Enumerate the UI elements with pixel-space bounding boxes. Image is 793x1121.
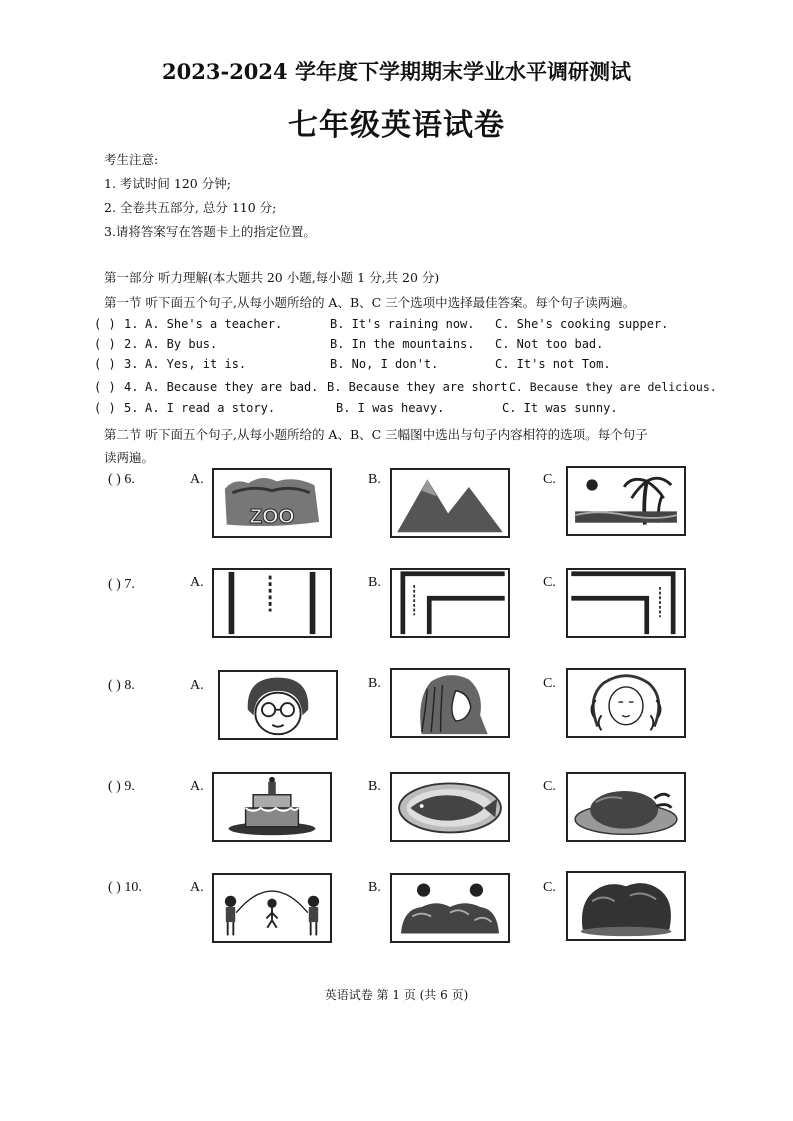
option-c-label: C.	[543, 472, 556, 487]
question-number: 4.	[124, 380, 139, 394]
section2-instruction-cont: 读两遍。	[104, 450, 155, 465]
option-b-label: B.	[368, 779, 381, 794]
trees-picture[interactable]	[566, 871, 686, 941]
option-a-label: A.	[190, 472, 204, 487]
long-straight-hair-picture[interactable]	[390, 668, 510, 738]
option-a: A. I read a story.	[145, 401, 276, 415]
zoo-sign-text: ZOO	[249, 504, 295, 528]
option-c: C. It was sunny.	[502, 401, 618, 415]
note-item-3: 3.请将答案写在答题卡上的指定位置。	[104, 224, 316, 239]
option-b-label: B.	[368, 880, 381, 895]
option-a-label: A.	[190, 779, 204, 794]
mountains-picture[interactable]	[390, 468, 510, 538]
option-a: A. Because they are bad.	[145, 380, 319, 394]
pic-question-9[interactable]: ( ) 9.	[108, 779, 135, 794]
option-c-label: C.	[543, 575, 556, 590]
option-c: C. It's not Tom.	[495, 357, 611, 371]
option-a: A. By bus.	[145, 337, 218, 351]
beach-picture[interactable]	[566, 466, 686, 536]
part1-heading: 第一部分 听力理解(本大题共 20 小题,每小题 1 分,共 20 分)	[104, 270, 440, 285]
turn-right-picture[interactable]	[566, 568, 686, 638]
pic-question-8[interactable]: ( ) 8.	[108, 678, 135, 693]
note-item-1: 1. 考试时间 120 分钟;	[104, 176, 231, 191]
short-hair-glasses-picture[interactable]	[218, 670, 338, 740]
option-a-label: A.	[190, 575, 204, 590]
option-c-label: C.	[543, 779, 556, 794]
page-footer: 英语试卷 第 1 页 (共 6 页)	[324, 988, 469, 1002]
option-c-label: C.	[543, 880, 556, 895]
option-b: B. In the mountains.	[330, 337, 475, 351]
chicken-picture[interactable]	[566, 772, 686, 842]
option-b-label: B.	[368, 676, 381, 691]
option-b: B. No, I don't.	[330, 357, 439, 371]
notes-heading: 考生注意:	[104, 152, 159, 167]
curly-hair-picture[interactable]	[566, 668, 686, 738]
pic-question-6[interactable]: ( ) 6.	[108, 472, 135, 487]
option-b-label: B.	[368, 575, 381, 590]
answer-paren[interactable]: ( )	[94, 337, 116, 351]
option-c: C. Because they are delicious.	[509, 380, 717, 394]
fish-picture[interactable]	[390, 772, 510, 842]
option-c-label: C.	[543, 676, 556, 691]
option-b: B. I was heavy.	[336, 401, 445, 415]
question-number: 2.	[124, 337, 139, 351]
option-a-label: A.	[190, 678, 204, 693]
pic-question-7[interactable]: ( ) 7.	[108, 577, 135, 592]
answer-paren[interactable]: ( )	[94, 357, 116, 371]
question-number: 1.	[124, 317, 139, 331]
option-c: C. Not too bad.	[495, 337, 604, 351]
answer-paren[interactable]: ( )	[94, 317, 116, 331]
jump-rope-picture[interactable]	[212, 873, 332, 943]
option-b: B. Because they are short.	[327, 380, 515, 394]
section1-instruction: 第一节 听下面五个句子,从每小题所给的 A、B、C 三个选项中选择最佳答案。每个句子读两遍。	[104, 295, 636, 310]
zoo-picture[interactable]	[212, 468, 332, 538]
option-a: A. Yes, it is.	[145, 357, 247, 371]
question-number: 3.	[124, 357, 139, 371]
section2-instruction: 第二节 听下面五个句子,从每小题所给的 A、B、C 三幅图中选出与句子内容相符的选项。每个句子	[104, 427, 648, 442]
turn-left-picture[interactable]	[390, 568, 510, 638]
planting-trees-picture[interactable]	[390, 873, 510, 943]
option-b: B. It's raining now.	[330, 317, 475, 331]
exam-subtitle: 七年级英语试卷	[288, 108, 505, 143]
option-c: C. She's cooking supper.	[495, 317, 669, 331]
straight-road-picture[interactable]	[212, 568, 332, 638]
exam-title: 2023-2024 学年度下学期期末学业水平调研测试	[162, 59, 631, 84]
option-a: A. She's a teacher.	[145, 317, 283, 331]
answer-paren[interactable]: ( )	[94, 380, 116, 394]
question-number: 5.	[124, 401, 139, 415]
option-a-label: A.	[190, 880, 204, 895]
pic-question-10[interactable]: ( ) 10.	[108, 880, 142, 895]
note-item-2: 2. 全卷共五部分, 总分 110 分;	[104, 200, 277, 215]
option-b-label: B.	[368, 472, 381, 487]
cake-picture[interactable]	[212, 772, 332, 842]
answer-paren[interactable]: ( )	[94, 401, 116, 415]
